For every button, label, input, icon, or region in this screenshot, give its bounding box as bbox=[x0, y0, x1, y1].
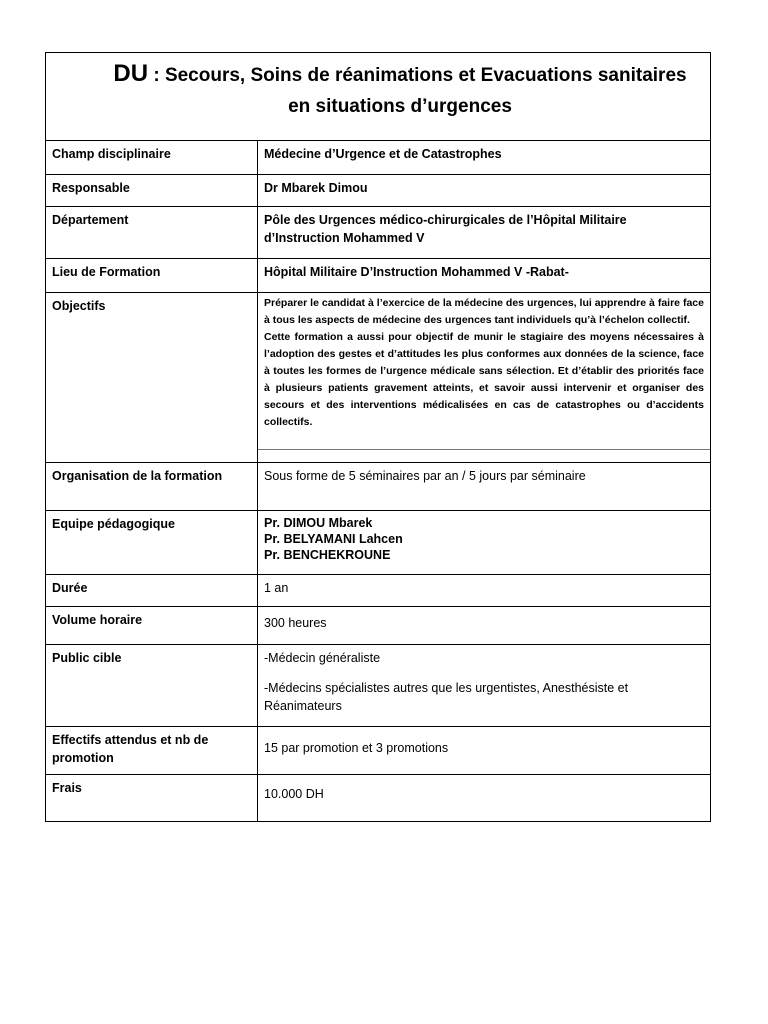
row-organisation bbox=[46, 463, 710, 511]
row-champ-disciplinaire bbox=[46, 141, 710, 175]
row-lieu-formation bbox=[46, 259, 710, 293]
title-line-2: en situations d’urgences bbox=[288, 96, 512, 117]
objectifs-paragraph-2: Cette formation a aussi pour objectif de munir le stagiaire des moyens nécessaires à l’adoption des gestes et d’attitudes les plus conformes aux données de la science, face à toutes les formes de l’urgence médicale sans sélection. Et d’établir des priorités face à plusieurs patients gravement atteints, et savoir aussi intervenir et organiser des secours et des interventions médicalisées en cas de catastrophes ou d’accidents collectifs. bbox=[264, 331, 704, 428]
value-duree: 1 an bbox=[264, 581, 289, 595]
row-equipe-pedagogique bbox=[46, 511, 710, 575]
value-champ-disciplinaire: Médecine d’Urgence et de Catastrophes bbox=[264, 147, 502, 161]
equipe-member: Pr. BELYAMANI Lahcen bbox=[264, 532, 403, 546]
label-equipe-pedagogique: Equipe pédagogique bbox=[46, 511, 258, 574]
label-champ-disciplinaire: Champ disciplinaire bbox=[46, 141, 258, 174]
value-effectifs: 15 par promotion et 3 promotions bbox=[264, 741, 449, 755]
row-effectifs bbox=[46, 727, 710, 775]
row-frais bbox=[46, 775, 710, 821]
label-organisation: Organisation de la formation bbox=[46, 463, 258, 510]
value-objectifs bbox=[258, 293, 710, 462]
title-line-1-text: : Secours, Soins de réanimations et Evacuations sanitaires bbox=[148, 65, 687, 86]
equipe-member: Pr. BENCHEKROUNE bbox=[264, 548, 391, 562]
value-departement: Pôle des Urgences médico-chirurgicales de l’Hôpital Militaire d’Instruction Mohammed V bbox=[264, 213, 627, 245]
value-public-cible bbox=[258, 645, 710, 726]
value-frais: 10.000 DH bbox=[264, 787, 324, 801]
row-public-cible bbox=[46, 645, 710, 727]
title-block bbox=[46, 53, 710, 141]
objectifs-inner-divider bbox=[258, 449, 710, 450]
value-organisation: Sous forme de 5 séminaires par an / 5 jours par séminaire bbox=[264, 469, 586, 483]
equipe-member: Pr. DIMOU Mbarek bbox=[264, 516, 373, 530]
value-equipe-pedagogique bbox=[258, 511, 710, 574]
public-cible-line-2: -Médecins spécialistes autres que les urgentistes, Anesthésiste et Réanimateurs bbox=[264, 681, 629, 713]
value-volume-horaire: 300 heures bbox=[264, 616, 327, 630]
program-table bbox=[45, 52, 711, 822]
title-du: DU bbox=[113, 60, 149, 87]
row-departement bbox=[46, 207, 710, 259]
label-objectifs: Objectifs bbox=[46, 293, 258, 462]
title-line-1 bbox=[96, 58, 704, 92]
public-cible-line-1: -Médecin généraliste bbox=[264, 651, 381, 665]
label-public-cible: Public cible bbox=[46, 645, 258, 726]
label-departement: Département bbox=[46, 207, 258, 258]
objectifs-paragraph-1: Préparer le candidat à l’exercice de la médecine des urgences, lui apprendre à faire face à tous les aspects de médecine des urgences tant individuels qu’à l’échelon collectif. bbox=[264, 297, 704, 326]
label-effectifs: Effectifs attendus et nb de promotion bbox=[46, 727, 258, 774]
label-lieu-formation: Lieu de Formation bbox=[46, 259, 258, 292]
row-duree bbox=[46, 575, 710, 607]
label-responsable: Responsable bbox=[46, 175, 258, 206]
label-duree: Durée bbox=[46, 575, 258, 606]
value-responsable: Dr Mbarek Dimou bbox=[264, 181, 368, 195]
row-objectifs bbox=[46, 293, 710, 463]
label-frais: Frais bbox=[46, 775, 258, 821]
value-lieu-formation: Hôpital Militaire D’Instruction Mohammed V -Rabat- bbox=[264, 265, 569, 279]
label-volume-horaire: Volume horaire bbox=[46, 607, 258, 644]
row-responsable bbox=[46, 175, 710, 207]
row-volume-horaire bbox=[46, 607, 710, 645]
